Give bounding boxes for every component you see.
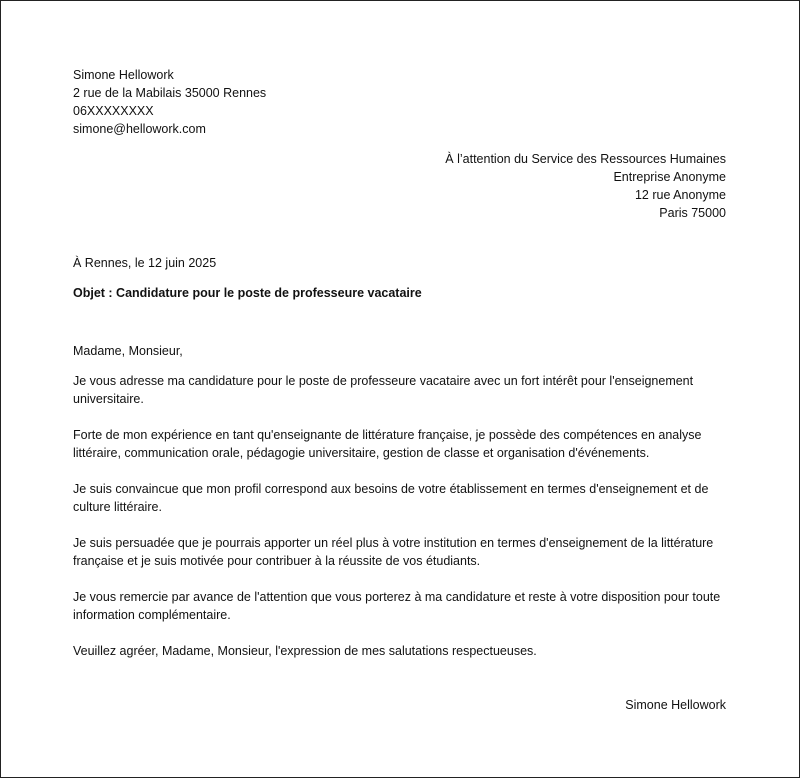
sender-address: 2 rue de la Mabilais 35000 Rennes (73, 86, 267, 100)
date-line: À Rennes, le 12 juin 2025 (73, 256, 217, 270)
signature: Simone Hellowork (625, 698, 726, 712)
sender-email: simone@hellowork.com (73, 122, 206, 136)
sender-phone: 06XXXXXXXX (73, 104, 154, 118)
recipient-attention: À l’attention du Service des Ressources Humaines (445, 152, 726, 166)
body-paragraph: Forte de mon expérience en tant qu'enseignante de littérature française, je possède des compétences en analyse littéraire, communication orale, pédagogie universitaire, gestion de classe et organisation d'événements. (73, 428, 702, 460)
body-paragraph: Je suis convaincue que mon profil correspond aux besoins de votre établissement en termes d'enseignement et de culture littéraire. (73, 482, 709, 514)
salutation: Madame, Monsieur, (73, 344, 183, 358)
sender-name: Simone Hellowork (73, 68, 174, 82)
subject-line: Objet : Candidature pour le poste de professeure vacataire (73, 286, 422, 300)
body-paragraph: Je vous adresse ma candidature pour le poste de professeure vacataire avec un fort intérêt pour l'enseignement universitaire. (73, 374, 694, 406)
body-paragraph: Je suis persuadée que je pourrais apporter un réel plus à votre institution en termes d'enseignement de la littérature française et je suis motivée pour contribuer à la réussite de vos étudiants. (73, 536, 714, 568)
recipient-city: Paris 75000 (659, 206, 726, 220)
recipient-company: Entreprise Anonyme (613, 170, 726, 184)
body-paragraph: Je vous remercie par avance de l'attention que vous porterez à ma candidature et reste à votre disposition pour toute information complémentaire. (73, 590, 721, 622)
recipient-street: 12 rue Anonyme (634, 188, 726, 202)
closing-paragraph: Veuillez agréer, Madame, Monsieur, l'expression de mes salutations respectueuses. (73, 644, 537, 658)
